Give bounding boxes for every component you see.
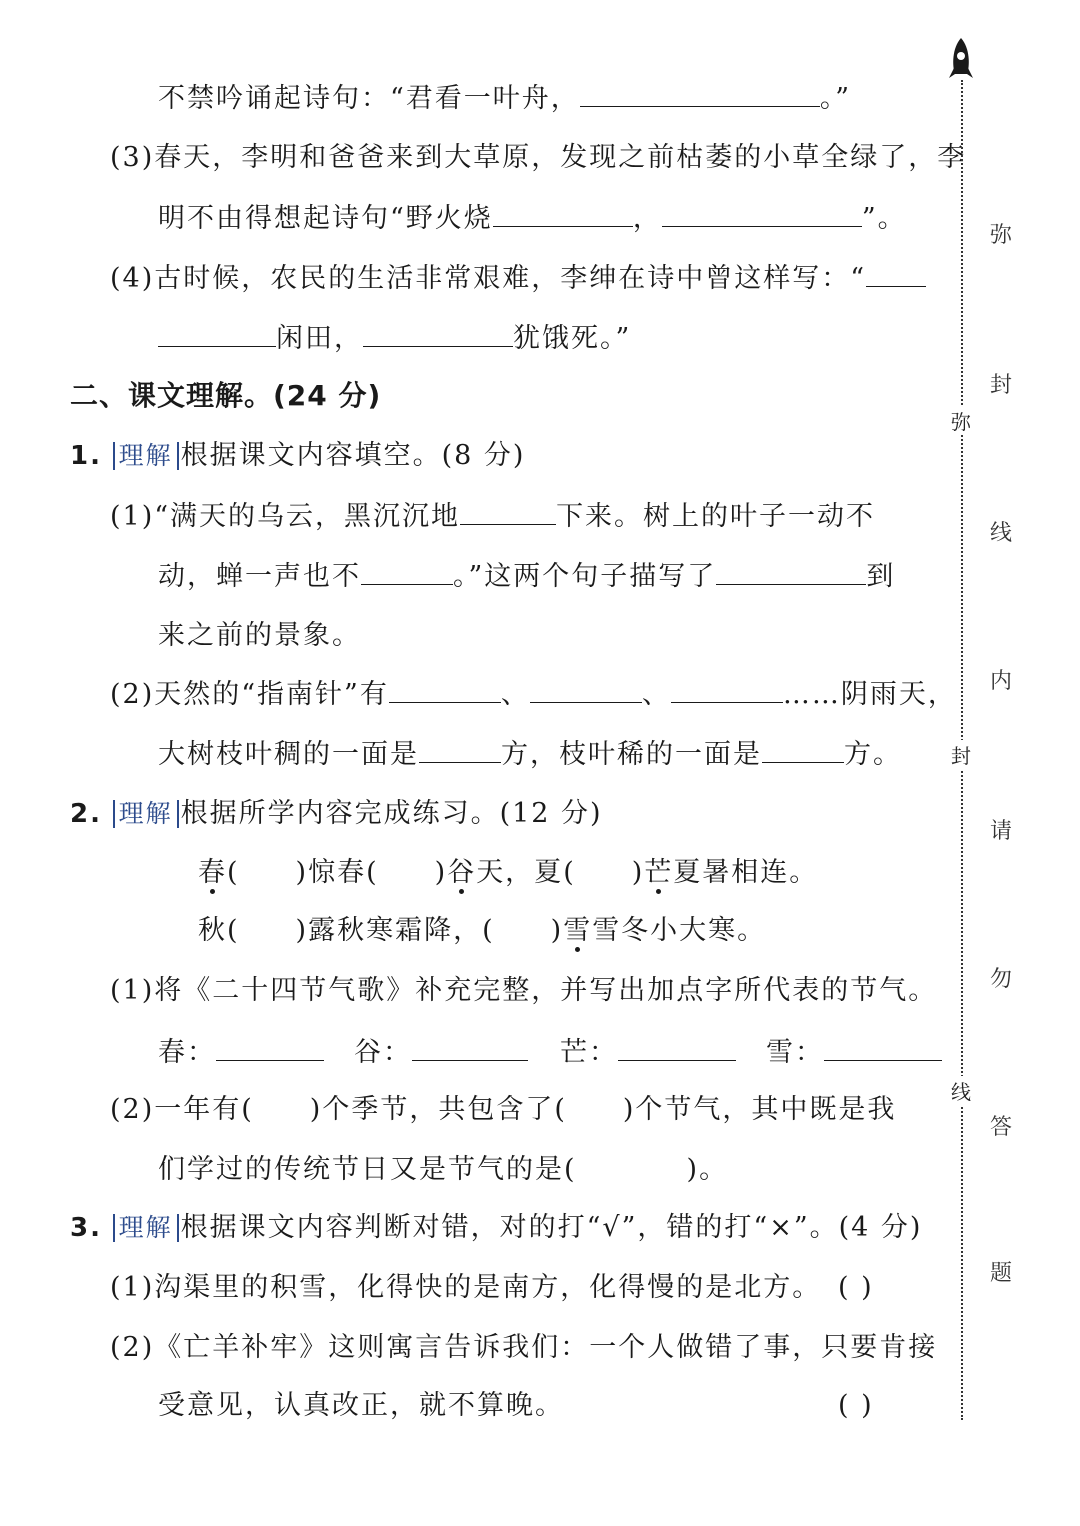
q3-s2-line-b: 受意见，认真改正，就不算晚。	[158, 1390, 564, 1421]
q1-s1-line-b: 动，蝉一声也不 。”这两个句子描写了 到	[158, 558, 895, 595]
blank[interactable]	[662, 200, 862, 227]
q1-title: 根据课文内容填空。(8 分)	[180, 440, 526, 471]
blank[interactable]	[493, 200, 633, 227]
blank[interactable]	[363, 320, 513, 347]
binding-inner-char: 封	[951, 740, 971, 769]
binding-outer-char: 请	[990, 819, 1013, 844]
binding-outer-char: 答	[990, 1115, 1013, 1140]
q3-tag: 理解	[113, 1214, 179, 1242]
blank[interactable]	[762, 736, 844, 763]
q4-prev-line-b: 闲田， 犹饿死。”	[158, 320, 631, 357]
blank[interactable]	[716, 558, 866, 585]
blank[interactable]	[361, 558, 453, 585]
q3-s1-line: (1)沟渠里的积雪，化得快的是南方，化得慢的是北方。	[110, 1272, 822, 1303]
q3-title: 根据课文内容判断对错，对的打“√”，错的打“×”。(4 分)	[180, 1212, 923, 1243]
blank[interactable]	[216, 1034, 324, 1061]
q3-s1-answer[interactable]: ( )	[838, 1272, 874, 1303]
q1-tag: 理解	[113, 442, 179, 470]
blank[interactable]	[671, 676, 783, 703]
blank[interactable]	[530, 676, 642, 703]
binding-inner-char: 线	[951, 1076, 971, 1105]
q1-s2-line-a: (2)天然的“指南针”有 、 、 ……阴雨天，	[110, 676, 957, 713]
binding-outer-char: 弥	[990, 223, 1013, 248]
q4-prev-line-a: (4)古时候，农民的生活非常艰难，李绅在诗中曾这样写：“	[110, 260, 926, 297]
blank[interactable]	[824, 1034, 942, 1061]
blank[interactable]	[866, 260, 926, 287]
binding-outer-char: 封	[990, 373, 1013, 398]
q3-prev-line-a: (3)春天，李明和爸爸来到大草原，发现之前枯萎的小草全绿了，李	[110, 142, 967, 173]
q1-title-line	[70, 438, 525, 474]
q3-s2-answer[interactable]: ( )	[838, 1390, 874, 1421]
blank[interactable]	[618, 1034, 736, 1061]
q2-title: 根据所学内容完成练习。(12 分)	[180, 798, 603, 829]
q2-tag: 理解	[113, 800, 179, 828]
q2-poem-line-2: 秋( )露秋寒霜降，( )雪雪冬小大寒。	[198, 915, 767, 946]
q2-s2-line-b: 们学过的传统节日又是节气的是( )。	[158, 1154, 729, 1185]
q1-s2-line-b: 大树枝叶稠的一面是 方，枝叶稀的一面是 方。	[158, 736, 902, 773]
binding-inner-char: 弥	[951, 406, 971, 435]
rocket-icon	[946, 36, 976, 86]
blank[interactable]	[158, 320, 276, 347]
q2-s1-line: (1)将《二十四节气歌》补充完整，并写出加点字所代表的节气。	[110, 975, 938, 1006]
section-2-title: 二、课文理解。(24 分)	[70, 379, 382, 412]
q1-s1-line-a: (1)“满天的乌云，黑沉沉地 下来。树上的叶子一动不	[110, 498, 875, 535]
q1-number: 1.	[70, 441, 102, 471]
prev-line-1: 不禁吟诵起诗句：“君看一叶舟， 。”	[158, 80, 851, 117]
binding-outer-char: 线	[990, 521, 1013, 546]
blank[interactable]	[460, 498, 556, 525]
q3-title-line	[70, 1210, 922, 1246]
q3-prev-line-b: 明不由得想起诗句“野火烧 ， ”。	[158, 200, 907, 237]
blank[interactable]	[580, 80, 820, 107]
q2-number: 2.	[70, 799, 102, 829]
q3-number: 3.	[70, 1213, 102, 1243]
q3-s2-line-a: (2)《亡羊补牢》这则寓言告诉我们：一个人做错了事，只要肯接	[110, 1332, 938, 1363]
blank[interactable]	[412, 1034, 528, 1061]
q2-poem-line-1: 春( )惊春( )谷天，夏( )芒夏暑相连。	[198, 857, 819, 888]
blank[interactable]	[419, 736, 501, 763]
binding-outer-char: 内	[990, 669, 1013, 694]
q2-s2-line-a: (2)一年有( )个季节，共包含了( )个节气，其中既是我	[110, 1094, 897, 1125]
binding-outer-char: 题	[990, 1261, 1013, 1286]
q1-s1-line-c: 来之前的景象。	[158, 620, 361, 651]
binding-outer-char: 勿	[990, 967, 1013, 992]
blank[interactable]	[389, 676, 501, 703]
q2-terms-line: 春： 谷： 芒： 雪：	[158, 1034, 942, 1071]
q2-title-line	[70, 796, 603, 832]
